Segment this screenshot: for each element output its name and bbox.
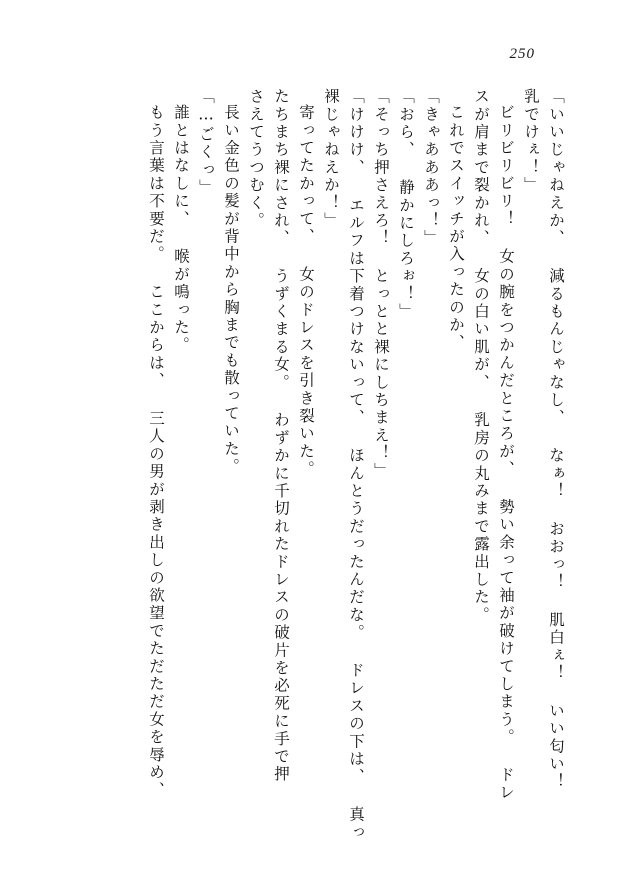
text-line: 長い金色の髪が背中から胸までも散っていた。 [222,104,240,476]
vertical-text-body [58,88,565,842]
text-line: 乳でけぇ！」 [522,88,540,195]
text-line: たちまち裸にされ、 うずくまる女。 わずかに千切れたドレスの破片を必死に手で押 [272,88,290,784]
text-line: 「いいじゃねえか、 減るもんじゃなし、 なぁ！ おおっ！ 肌白ぇ！ いい匂い！ [547,88,565,791]
text-line: 「けけけ、 エルフは下着つけないって、 ほんとうだったんだな。 ドレスの下は、 真っ [347,88,365,842]
text-line: 寄ってたかって、 女のドレスを引き裂いた。 [297,104,315,479]
text-line: ビリビリビリ！ 女の腕をつかんだところが、 勢い余って袖が破けてしまう。 ドレ [497,104,515,802]
page-number: 250 [509,46,535,62]
text-line: 「きゃあああっ！」 [422,88,440,248]
text-line: もう言葉は不要だ。 ここからは、 三人の男が剥き出しの欲望でただただ女を辱め、 [147,104,165,800]
text-line: 誰とはなしに、 喉が鳴った。 [172,104,190,355]
text-line: 裸じゃねえか！」 [322,88,340,230]
text-line: 「…ごくっ」 [197,88,215,197]
text-line: さえてうつむく。 [247,88,265,230]
text-line: 「そっち押さえろ！ とっとと裸にしちまえ！」 [372,88,390,480]
text-line: これでスイッチが入ったのか、 [447,104,465,352]
text-line: スが肩まで裂かれ、 女の白い肌が、 乳房の丸みまで露出した。 [472,88,490,624]
text-line: 「おら、 静かにしろぉ！」 [397,88,415,321]
